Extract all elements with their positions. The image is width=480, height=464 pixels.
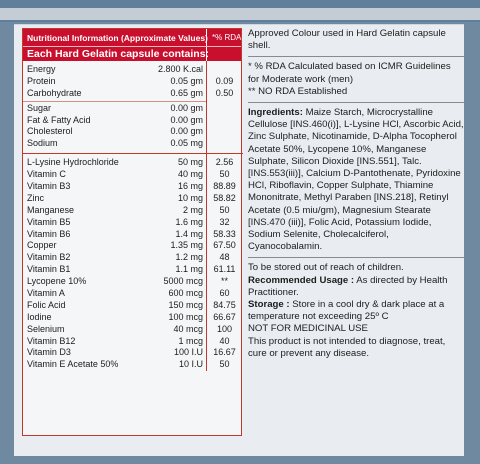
nutrient-value: 10 I.U [178, 359, 203, 370]
nutrient-rda: 58.82 [213, 192, 236, 203]
nutrient-rda: 50 [219, 169, 230, 180]
nutrient-value: 0.00 gm [170, 102, 203, 113]
nutrient-name: Lycopene 10% [27, 276, 87, 287]
nutrient-row [23, 193, 243, 205]
nutrient-rda: 48 [219, 252, 230, 263]
nutrient-rda [206, 115, 243, 127]
nutrient-row [23, 115, 243, 127]
nutrient-rda: 61.11 [213, 264, 236, 275]
nutrient-name: Vitamin B6 [27, 228, 71, 239]
nutrient-row [23, 264, 243, 276]
nutrient-name: Fat & Fatty Acid [27, 114, 91, 125]
nutrient-name: Vitamin B1 [27, 264, 71, 275]
nutrient-value: 0.65 gm [170, 87, 203, 98]
nutrient-value: 50 mg [177, 157, 203, 168]
nutrient-name: Selenium [27, 323, 65, 334]
nutrient-row [23, 336, 243, 348]
usage-label: Recommended Usage : [248, 274, 355, 286]
nutrient-row [23, 300, 243, 312]
table-header-rda: *% RDA [206, 29, 241, 46]
nutrient-rda [206, 103, 243, 115]
table-header [23, 29, 241, 46]
nutrient-name: Vitamin B2 [27, 252, 71, 263]
nutrient-rda: 100 [216, 323, 233, 334]
nutrient-name: Vitamin D3 [27, 347, 71, 358]
nutrient-value: 0.05 mg [170, 138, 203, 149]
rda-note: * % RDA Calculated based on ICMR Guidelines for Moderate work (men) [248, 61, 451, 85]
nutrient-row [23, 288, 243, 300]
nutrient-group-micros [23, 157, 243, 371]
not-medicinal-note: NOT FOR MEDICINAL USE [248, 323, 368, 335]
nutrient-rda: 16.67 [213, 347, 236, 358]
nutrient-value: 2 mg [182, 204, 203, 215]
storage-reach-note: To be stored out of reach of children. [248, 262, 404, 274]
nutrient-row [23, 312, 243, 324]
nutrient-rda [206, 126, 243, 138]
nutrient-value: 0.00 gm [170, 114, 203, 125]
divider [248, 102, 464, 103]
nutrient-row [23, 76, 243, 88]
nutrient-name: Vitamin C [27, 169, 66, 180]
label-text-column [248, 28, 464, 360]
nutrient-rda: 50 [219, 359, 230, 370]
nutrient-value: 40 mg [177, 169, 203, 180]
nutrient-row [23, 205, 243, 217]
table-subheader-title: Each Hard Gelatin capsule contains: [27, 48, 210, 60]
nutrient-row [23, 252, 243, 264]
storage-text: Store in a cool dry & dark place at a temperature not exceeding 25º C [248, 299, 445, 323]
nutrient-value: 16 mg [177, 181, 203, 192]
no-rda-note: ** NO RDA Established [248, 85, 348, 97]
nutrient-value: 0.00 gm [170, 126, 203, 137]
nutrient-name: L-Lysine Hydrochloride [27, 157, 119, 168]
nutrient-row [23, 359, 243, 371]
colour-note: Approved Colour used in Hard Gelatin capsule shell. [248, 28, 446, 52]
nutrient-value: 100 I.U [173, 347, 203, 358]
nutrient-rda: ** [220, 276, 228, 287]
ingredients-paragraph [248, 107, 464, 253]
nutrient-row [23, 276, 243, 288]
nutrient-name: Vitamin B3 [27, 181, 71, 192]
nutrient-value: 0.05 gm [170, 75, 203, 86]
divider [248, 56, 464, 57]
usage-paragraph [248, 275, 464, 299]
nutrient-rda: 0.09 [215, 75, 234, 86]
nutrient-name: Folic Acid [27, 299, 66, 310]
nutrient-value: 1.35 mg [170, 240, 203, 251]
nutrient-value: 150 mcg [168, 299, 203, 310]
nutrient-name: Energy [27, 64, 56, 74]
nutrient-name: Carbohydrate [27, 87, 82, 98]
nutrient-value: 100 mcg [168, 311, 203, 322]
nutrient-rda: 32 [219, 216, 230, 227]
nutrient-rda [206, 64, 243, 76]
nutrient-name: Vitamin A [27, 288, 65, 299]
nutrient-row [23, 157, 243, 169]
nutrient-rda: 67.50 [213, 240, 236, 251]
nutrient-group-other [23, 103, 243, 151]
nutrient-value: 10 mg [177, 192, 203, 203]
nutrient-rda: 66.67 [213, 311, 236, 322]
nutrient-row [23, 181, 243, 193]
nutrient-value: 600 mcg [168, 288, 203, 299]
nutrient-row [23, 103, 243, 115]
storage-paragraph [248, 299, 464, 323]
nutrient-rda: 40 [219, 335, 230, 346]
divider [23, 153, 243, 154]
nutrient-value: 1.2 mg [175, 252, 203, 263]
rda-column-line [206, 61, 207, 371]
nutrient-rda: 58.33 [213, 228, 236, 239]
nutrient-name: Vitamin E Acetate 50% [27, 359, 119, 370]
nutrient-row [23, 324, 243, 336]
table-body [23, 61, 241, 371]
divider [23, 101, 206, 102]
nutrient-value: 1 mcg [178, 335, 203, 346]
nutrient-name: Protein [27, 75, 56, 86]
nutrient-value: 40 mcg [173, 323, 203, 334]
nutrient-name: Sodium [27, 138, 58, 149]
table-header-title: Nutritional Information (Approximate Values) [27, 33, 208, 43]
nutrient-row [23, 169, 243, 181]
nutrient-row [23, 217, 243, 229]
nutrient-rda: 50 [219, 204, 230, 215]
nutrient-row [23, 88, 243, 100]
usage-text: As directed by Health Practitioner. [248, 274, 448, 298]
nutrition-table [22, 28, 242, 436]
nutrient-value: 1.6 mg [175, 216, 203, 227]
nutrient-rda: 0.50 [215, 87, 234, 98]
nutrient-value: 2.800 K.cal [157, 64, 203, 74]
nutrient-row [23, 347, 243, 359]
nutrient-row [23, 229, 243, 241]
nutrient-name: Iodine [27, 311, 52, 322]
nutrient-name: Sugar [27, 102, 52, 113]
nutrient-row [23, 64, 243, 76]
nutrient-value: 1.1 mg [175, 264, 203, 275]
top-edge-highlight [0, 8, 480, 20]
disclaimer-note: This product is not intended to diagnose, treat, cure or prevent any disease. [248, 335, 446, 359]
nutrient-rda: 2.56 [215, 157, 234, 168]
nutrient-name: Cholesterol [27, 126, 73, 137]
nutrient-rda [206, 138, 243, 150]
top-edge [0, 0, 480, 22]
table-subheader-rda-cell [206, 47, 241, 61]
nutrient-row [23, 126, 243, 138]
table-subheader [23, 46, 241, 61]
nutrient-rda: 60 [219, 288, 230, 299]
nutrient-value: 5000 mcg [163, 276, 203, 287]
nutrient-rda: 88.89 [213, 181, 236, 192]
nutrient-rda: 84.75 [213, 299, 236, 310]
nutrient-row [23, 138, 243, 150]
ingredients-text: Maize Starch, Microcrystalline Cellulose [INS.460(i)], L-Lysine HCl, Ascorbic Acid, Zinc Sulphate, Nicotinamide, D-Alpha Tocopherol Acetate 50%, Lycopene 10%, Manganese Sulphate, Silicon Dioxide [INS.551], Talc. [INS.553(iii)], Calcium D-Pantothenate, Pyridoxine HCl, Riboflavin, Copper Sulphate, Thiamine Mononitrate, Methyl Paraben [INS.218], Retinyl Acetate (0.5 miu/gm), Magnesium Stearate [INS.470 (iii)], Folic Acid, Potassium Iodide, Sodium Selenite, Cholecalciferol, Cyanocobalamin. [248, 107, 464, 253]
ingredients-label: Ingredients: [248, 107, 303, 119]
nutrient-group-macros [23, 64, 243, 100]
nutrient-name: Vitamin B12 [27, 335, 76, 346]
nutrient-value: 1.4 mg [175, 228, 203, 239]
nutrient-name: Copper [27, 240, 57, 251]
storage-label: Storage : [248, 299, 290, 311]
nutrient-name: Zinc [27, 192, 45, 203]
nutrient-name: Manganese [27, 204, 75, 215]
nutrient-row [23, 240, 243, 252]
nutrient-name: Vitamin B5 [27, 216, 71, 227]
divider [248, 257, 464, 258]
